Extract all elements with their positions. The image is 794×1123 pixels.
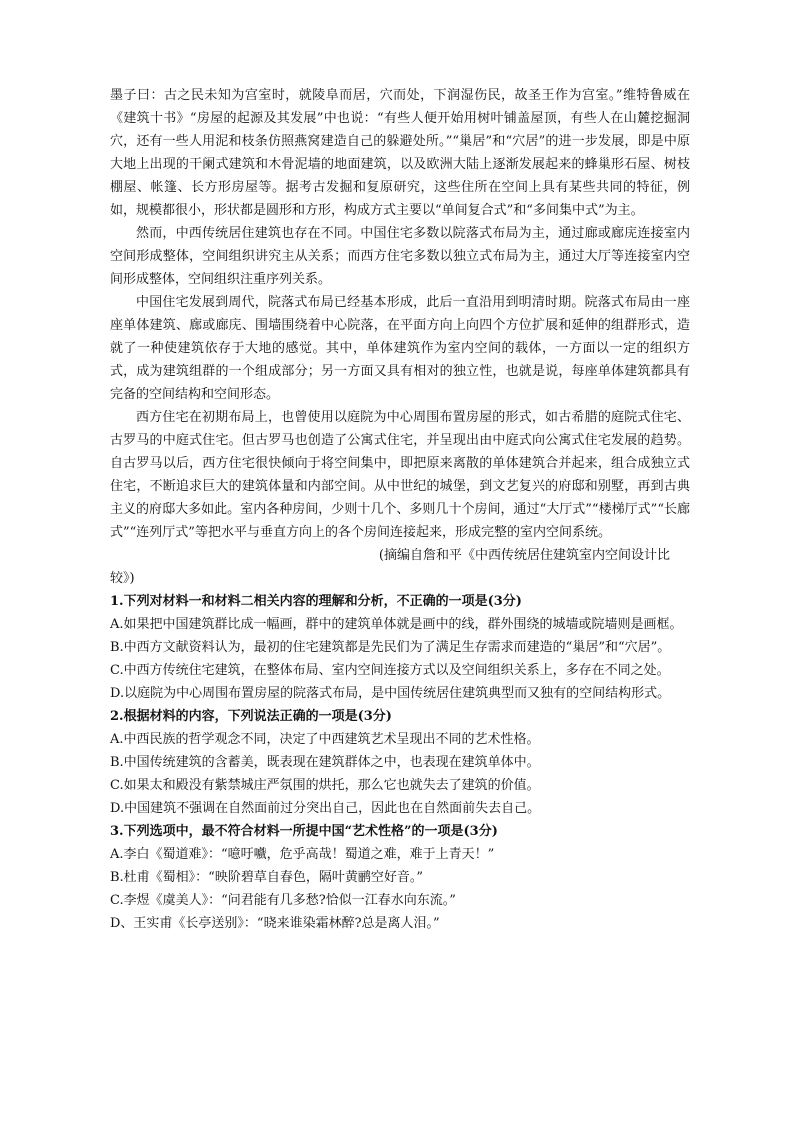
option-a: A.中西民族的哲学观念不同，决定了中西建筑艺术呈现出不同的艺术性格。 xyxy=(110,732,540,747)
option-a: A.李白《蜀道难》：“噫吁嚱，危乎高哉！蜀道之难，难于上青天！” xyxy=(110,847,495,862)
question-1 xyxy=(110,590,690,705)
source-citation-tail: 较》) xyxy=(110,571,135,586)
option-d: D.中国建筑不强调在自然面前过分突出自己，因此也在自然面前失去自己。 xyxy=(110,801,541,816)
question-stem: 2.根据材料的内容，下列说法正确的一项是(3分) xyxy=(110,709,392,724)
paragraph-3: 中国住宅发展到周代，院落式布局已经基本形成，此后一直沿用到明清时期。院落式布局由一座座单体建筑、廊或廊庑、围墙围绕着中心院落，在平面方向上向四个方位扩展和延伸的组群形式，造就了一种使建筑依存于大地的感觉。其中，单体建筑作为室内空间的载体，一方面以一定的组织方式，成为建筑组群的一个组成部分；另一方面又具有相对的独立性，也就是说，每座单体建筑都具有完备的空间结构和空间形态。 xyxy=(110,295,690,402)
option-b: B.杜甫《蜀相》：“映阶碧草自春色，隔叶黄鹂空好音。” xyxy=(110,870,423,885)
source-citation: (摘编自詹和平《中西传统居住建筑室内空间设计比 xyxy=(378,548,670,563)
paragraph-1: 墨子曰：古之民未知为宫室时，就陵阜而居，穴而处，下润湿伤民，故圣王作为宫室。”维特鲁威在《建筑十书》“房屋的起源及其发展”中也说：“有些人便开始用树叶铺盖屋顶，有些人在山麓挖掘洞穴，还有一些人用泥和枝条仿照燕窝建造自己的躲避处所。”“巢居”和“穴居”的进一步发展，即是中原大地上出现的干阑式建筑和木骨泥墙的地面建筑，以及欧洲大陆上逐渐发展起来的蜂巢形石屋、树枝棚屋、帐篷、长方形房屋等。据考古发掘和复原研究，这些住所在空间上具有某些共同的特征，例如，规模都很小，形状都是圆形和方形，构成方式主要以“单间复合式”和“多间集中式”为主。 xyxy=(110,88,690,218)
option-d: D、王实甫《长亭送别》：“晓来谁染霜林醉?总是离人泪。” xyxy=(110,916,440,931)
option-d: D.以庭院为中心周围布置房屋的院落式布局，是中国传统居住建筑典型而又独有的空间结构形式。 xyxy=(110,686,671,701)
option-c: C.中西方传统住宅建筑，在整体布局、室内空间连接方式以及空间组织关系上，多存在不同之处。 xyxy=(110,663,670,678)
question-3 xyxy=(110,820,690,935)
option-a: A.如果把中国建筑群比成一幅画，群中的建筑单体就是画中的线，群外围绕的城墙或院墙则是画框。 xyxy=(110,617,683,632)
option-b: B.中国传统建筑的含蓄美，既表现在建筑群体之中，也表现在建筑单体中。 xyxy=(110,755,540,770)
paragraph-2: 然而，中西传统居住建筑也存在不同。中国住宅多数以院落式布局为主，通过廊或廊庑连接室内空间形成整体，空间组织讲究主从关系；而西方住宅多数以独立式布局为主，通过大厅等连接室内空间形成整体，空间组织注重序列关系。 xyxy=(110,226,690,287)
question-2 xyxy=(110,705,690,820)
option-c: C.如果太和殿没有紫禁城庄严氛围的烘托，那么它也就失去了建筑的价值。 xyxy=(110,778,540,793)
document-page xyxy=(110,84,690,935)
paragraph-4: 西方住宅在初期布局上，也曾使用以庭院为中心周围布置房屋的形式，如古希腊的庭院式住宅、古罗马的中庭式住宅。但古罗马也创造了公寓式住宅，并呈现出由中庭式向公寓式住宅发展的趋势。自古罗马以后，西方住宅很快倾向于将空间集中，即把原来离散的单体建筑合并起来，组合成独立式住宅，不断追求巨大的建筑体量和内部空间。从中世纪的城堡，到文艺复兴的府邸和别墅，再到古典主义的府邸大多如此。室内各种房间，少则十几个、多则几十个房间，通过“大厅式”“楼梯厅式”“长廊式”“连列厅式”等把水平与垂直方向上的各个房间连接起来，形成完整的室内空间系统。 xyxy=(110,410,690,540)
option-c: C.李煜《虞美人》：“问君能有几多愁?恰似一江春水向东流。” xyxy=(110,893,456,908)
question-stem: 1.下列对材料一和材料二相关内容的理解和分析，不正确的一项是(3分) xyxy=(110,594,522,609)
question-stem: 3.下列选项中，最不符合材料一所提中国“艺术性格”的一项是(3分) xyxy=(110,824,498,839)
option-b: B.中西方文献资料认为，最初的住宅建筑都是先民们为了满足生存需求而建造的“巢居”和“穴居”。 xyxy=(110,640,671,655)
